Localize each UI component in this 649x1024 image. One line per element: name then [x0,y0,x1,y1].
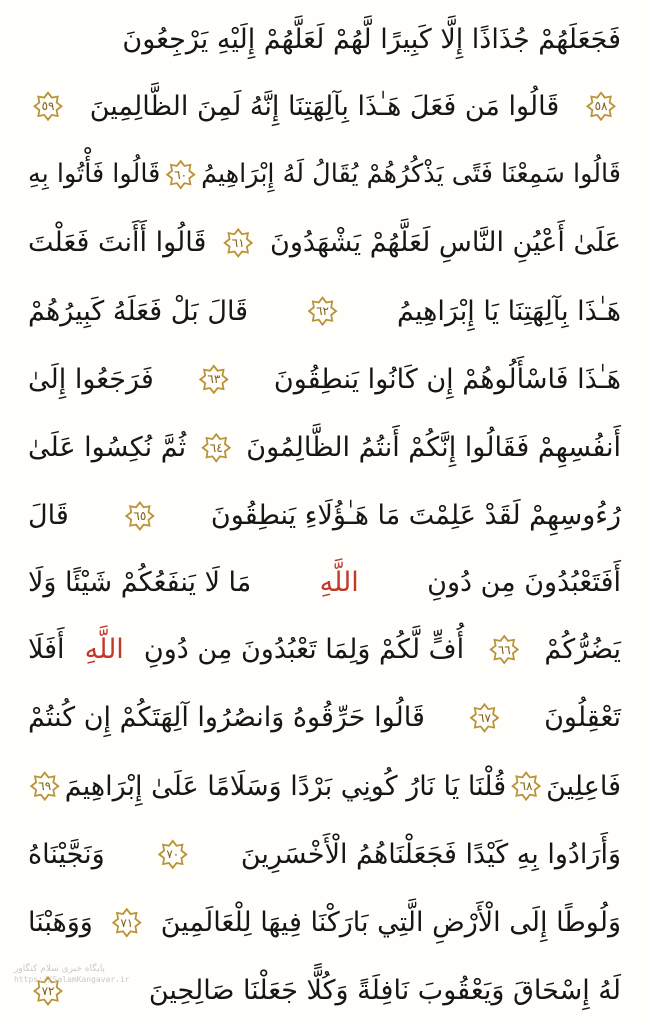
quran-text: قَالُوا سَمِعْنَا فَتًى يَذْكُرُهُمْ يُقَالُ لَهُ إِبْرَاهِيمُ [201,158,621,189]
watermark [14,963,130,986]
quran-line [26,364,623,394]
quran-text: أُفٍّ لَّكُمْ وَلِمَا تَعْبُدُونَ مِن دُونِ [143,634,465,666]
quran-text: قَالُوا حَرِّقُوهُ وَانصُرُوا آلِهَتَكُمْ إِن كُنتُمْ [28,702,425,734]
quran-line [26,703,623,733]
ayah-number-label: ٦٢ [316,304,329,319]
ayah-number-label: ٦٦ [497,642,511,657]
ayah-number-marker[interactable] [223,228,253,258]
ayah-number-marker[interactable] [489,635,519,665]
quran-line [26,567,623,599]
ayah-number-marker[interactable] [201,433,231,463]
quran-text: هَـٰذَا فَاسْأَلُوهُمْ إِن كَانُوا يَنطِقُونَ [273,363,621,395]
watermark-title: پایگاه خبری سلام کنگاور [14,964,105,975]
ayah-number-marker[interactable] [33,91,63,121]
quran-text: قُلْنَا يَا نَارُ كُونِي بَرْدًا وَسَلَامًا عَلَىٰ إِبْرَاهِيمَ [64,770,507,802]
divine-name-text: اللَّهِ [84,634,124,666]
ayah-number-label: ٧١ [120,915,134,930]
quran-text: رُءُوسِهِمْ لَقَدْ عَلِمْتَ مَا هَـٰؤُلَاءِ يَنطِقُونَ [210,500,621,532]
quran-lines-container [26,26,623,1006]
ayah-number-marker[interactable] [469,703,499,733]
quran-text: ثُمَّ نُكِسُوا عَلَىٰ [28,432,187,464]
ayah-number-marker[interactable] [166,160,196,190]
quran-text: فَاعِلِينَ [546,770,621,802]
quran-line [26,160,623,190]
quran-line [26,26,623,53]
quran-line [26,433,623,463]
quran-text: تَعْقِلُونَ [544,702,621,734]
ayah-number-label: ٦٧ [478,710,491,725]
ayah-number-marker[interactable] [511,771,541,801]
ayah-number-label: ٧٠ [166,847,180,862]
ayah-number-marker[interactable] [199,364,229,394]
quran-text: قَالَ بَلْ فَعَلَهُ كَبِيرُهُمْ [28,295,249,327]
ayah-number-label: ٥٩ [41,99,55,114]
quran-text: هَـٰذَا بِآلِهَتِنَا يَا إِبْرَاهِيمُ [396,295,621,327]
quran-text: وَأَرَادُوا بِهِ كَيْدًا فَجَعَلْنَاهُمُ الْأَخْسَرِينَ [240,838,621,870]
ayah-number-label: ٥٨ [594,99,608,114]
ayah-number-label: ٦٩ [38,779,52,794]
quran-text: قَالَ [28,500,69,532]
quran-text: عَلَىٰ أَعْيُنِ النَّاسِ لَعَلَّهُمْ يَشْهَدُونَ [270,227,621,259]
quran-text: فَرَجَعُوا إِلَىٰ [28,363,154,395]
ayah-number-label: ٦٣ [207,372,221,387]
ayah-number-label: ٦٤ [209,440,223,455]
quran-text: وَوَهَبْنَا [28,907,93,939]
ayah-number-marker[interactable] [158,839,188,869]
quran-text: فَجَعَلَهُمْ جُذَاذًا إِلَّا كَبِيرًا لَّهُمْ لَعَلَّهُمْ إِلَيْهِ يَرْجِعُونَ [122,24,621,55]
quran-line [26,501,623,531]
quran-text: وَلُوطًا إِلَى الْأَرْضِ الَّتِي بَارَكْنَا فِيهَا لِلْعَالَمِينَ [160,907,621,939]
quran-line [26,296,623,326]
ayah-number-marker[interactable] [308,296,338,326]
ayah-number-label: ٦١ [231,235,245,250]
quran-text: قَالُوا فَأْتُوا بِهِ [28,158,161,189]
quran-text: أَنفُسِهِمْ فَقَالُوا إِنَّكُمْ أَنتُمُ الظَّالِمُونَ [246,432,621,464]
quran-line [26,908,623,938]
quran-line [26,635,623,665]
ayah-number-label: ٦٨ [519,779,533,794]
ayah-number-label: ٧٢ [41,983,55,998]
quran-text: قَالُوا مَن فَعَلَ هَـٰذَا بِآلِهَتِنَا إِنَّهُ لَمِنَ الظَّالِمِينَ [89,90,560,122]
quran-text: يَضُرُّكُمْ [544,634,621,666]
ayah-number-label: ٦٥ [133,508,147,523]
quran-line [26,228,623,258]
ayah-number-marker[interactable] [112,908,142,938]
ayah-number-marker[interactable] [125,501,155,531]
divine-name-text: اللَّهِ [319,567,359,599]
quran-text: أَفَتَعْبُدُونَ مِن دُونِ [427,567,621,599]
quran-text: لَهُ إِسْحَاقَ وَيَعْقُوبَ نَافِلَةً وَكُلًّا جَعَلْنَا صَالِحِينَ [148,975,621,1007]
quran-text: وَنَجَّيْنَاهُ [28,838,105,870]
quran-line [26,839,623,869]
quran-text: أَفَلَا [28,634,65,666]
watermark-url[interactable]: https://SalamKangavar.ir [14,975,130,985]
ayah-number-label: ٦٠ [174,167,188,182]
quran-text: مَا لَا يَنفَعُكُمْ شَيْئًا وَلَا [28,567,252,599]
ayah-number-marker[interactable] [586,91,616,121]
quran-text: قَالُوا أَأَنتَ فَعَلْتَ [28,227,207,259]
quran-line [26,771,623,801]
quran-line [26,91,623,121]
ayah-number-marker[interactable] [30,771,60,801]
